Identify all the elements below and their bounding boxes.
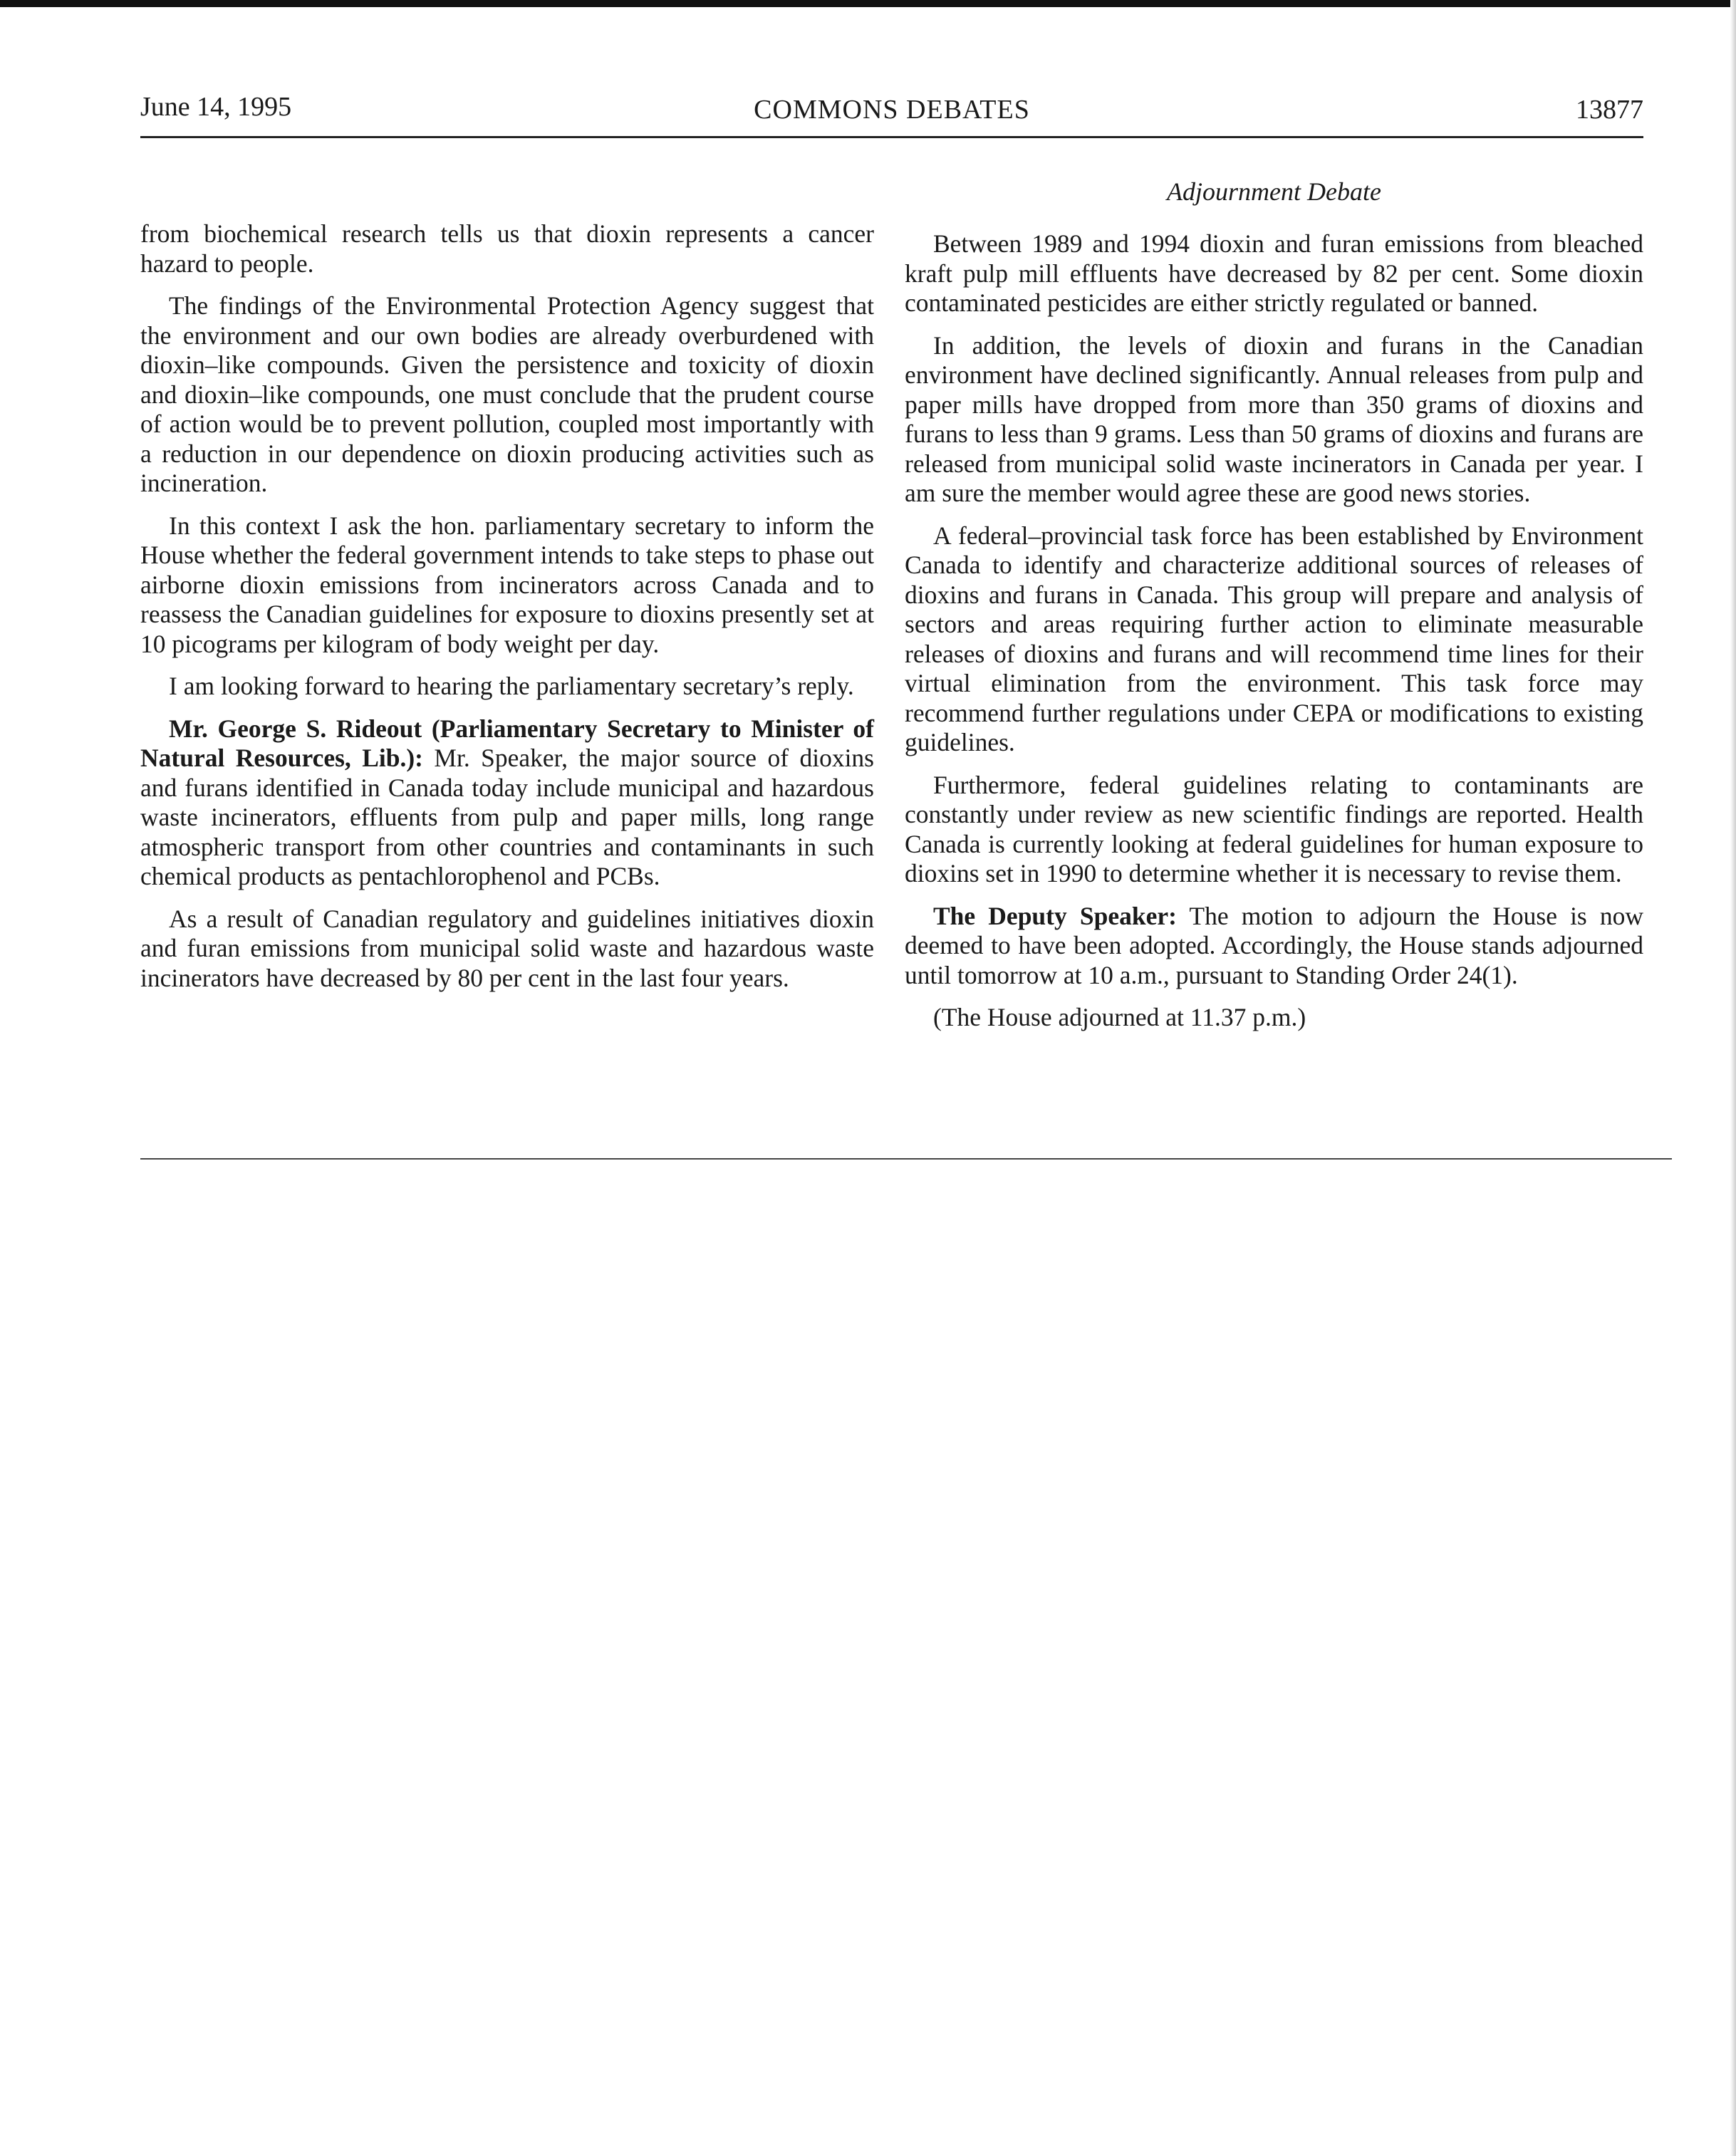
speech-text: The motion to adjourn the House is now deemed to have been adopted. Accordingly, the House stands adjourned until tomorrow at 10 a.m., pursuant to Standing Order 24(1).	[905, 901, 1644, 989]
header-title: COMMONS DEBATES	[754, 95, 1030, 125]
bottom-rule	[140, 1158, 1672, 1160]
adjournment-note: (The House adjourned at 11.37 p.m.)	[933, 1003, 1306, 1031]
paragraph: from biochemical research tells us that dioxin represents a cancer hazard to people.	[140, 219, 874, 278]
left-column	[140, 219, 874, 1006]
paragraph: Between 1989 and 1994 dioxin and furan emissions from bleached kraft pulp mill effluents have decreased by 82 per cent. Some dioxin contaminated pesticides are either strictly regulated or banned.	[905, 229, 1643, 317]
page-header	[140, 91, 1643, 134]
section-label: Adjournment Debate	[1167, 177, 1381, 206]
paragraph: In this context I ask the hon. parliamentary secretary to inform the House whether the federal government intends to take steps to phase out airborne dioxin emissions from incinerators across Canada and to reassess the Canadian guidelines for exposure to dioxins presently set at 10 picograms per kilogram of body weight per day.	[140, 511, 874, 658]
paragraph: I am looking forward to hearing the parliamentary secretary’s reply.	[169, 672, 854, 700]
paragraph-speech	[140, 714, 874, 892]
paragraph: A federal–provincial task force has been established by Environment Canada to identify and characterize additional sources of releases of dioxins and furans in Canada. This group will prepare and analysis of sectors and areas requiring further action to eliminate measurable releases of dioxins and furans and will recommend time lines for their virtual elimination from the environment. This task force may recommend further regulations under CEPA or modifications to existing guidelines.	[905, 521, 1643, 756]
header-rule	[140, 136, 1643, 138]
paragraph: As a result of Canadian regulatory and guidelines initiatives dioxin and furan emissions from municipal solid waste and hazardous waste incinerators have decreased by 80 per cent in the last four years.	[140, 904, 874, 992]
paragraph: Furthermore, federal guidelines relating to contaminants are constantly under review as new scientific findings are reported. Health Canada is currently looking at federal guidelines for human exposure to dioxins set in 1990 to determine whether it is necessary to revise them.	[905, 770, 1643, 887]
speech-text: Mr. Speaker, the major source of dioxins and furans identified in Canada today include municipal and hazardous waste incinerators, effluents from pulp and paper mills, long range atmospheric transport from other countries and contaminants in such chemical products as pentachlorophenol and PCBs.	[140, 744, 874, 890]
paragraph-speech	[905, 902, 1643, 991]
scan-border-top	[0, 0, 1736, 7]
speaker-name: The Deputy Speaker:	[933, 901, 1177, 930]
paragraph: In addition, the levels of dioxin and furans in the Canadian environment have declined significantly. Annual releases from pulp and paper mills have dropped from more than 350 grams of dioxins and furans to less than 9 grams. Less than 50 grams of dioxins and furans are released from municipal solid waste incinerators in Canada per year. I am sure the member would agree these are good news stories.	[905, 330, 1643, 507]
header-date: June 14, 1995	[140, 92, 292, 122]
paragraph: The findings of the Environmental Protection Agency suggest that the environment and our own bodies are already overburdened with dioxin–like compounds. Given the persistence and toxicity of dioxin and dioxin–like compounds, one must conclude that the prudent course of action would be to prevent pollution, coupled most importantly with a reduction in our dependence on dioxin producing activities such as incineration.	[140, 291, 874, 497]
scan-border-right	[1730, 0, 1736, 2156]
right-column	[905, 229, 1643, 1046]
speaker-name: Mr. George S. Rideout (Parliamentary Secretary to Minister of Natural Resources, Lib.):	[140, 714, 874, 772]
header-page-number: 13877	[1576, 95, 1643, 125]
